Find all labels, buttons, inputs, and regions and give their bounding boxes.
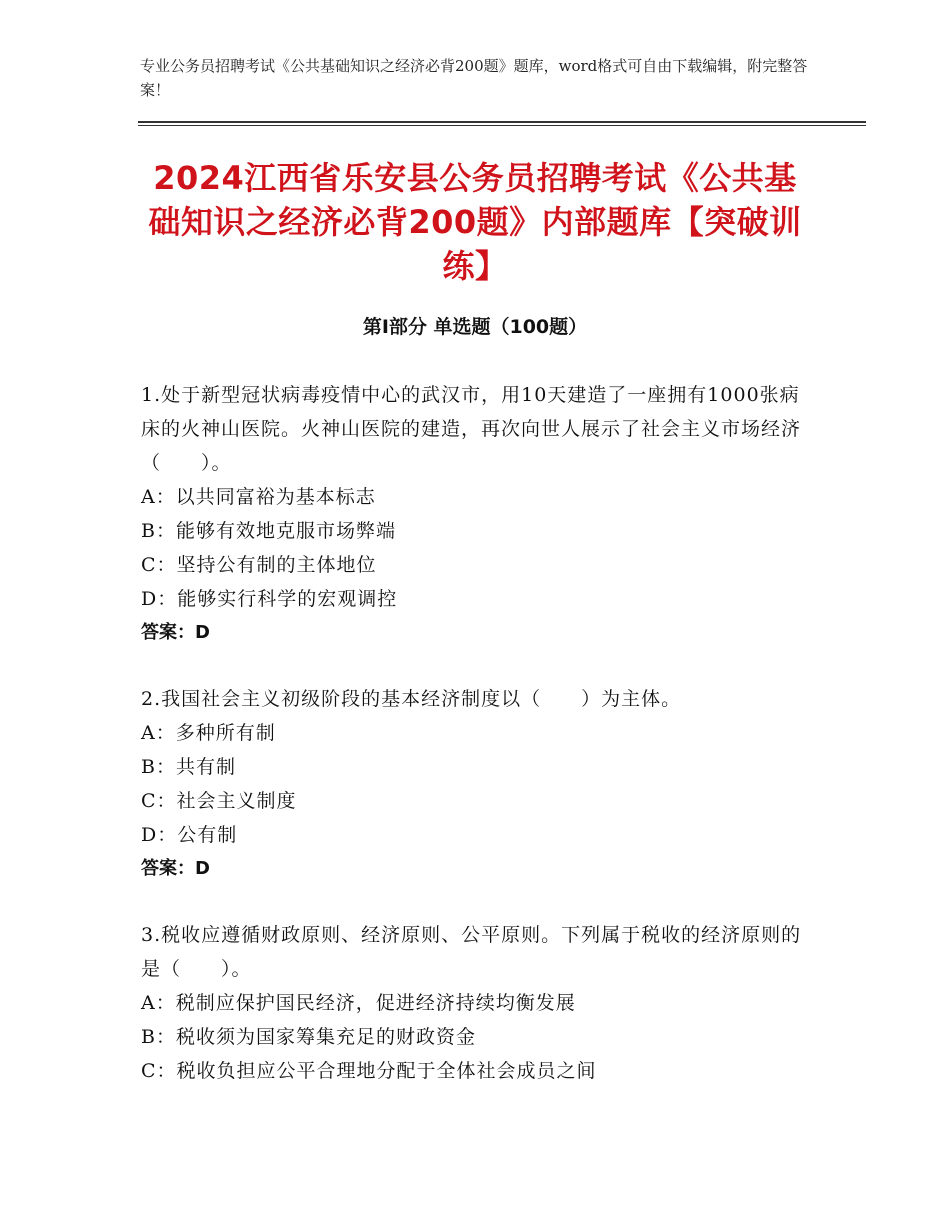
document-title: 2024江西省乐安县公务员招聘考试《公共基础知识之经济必背200题》内部题库【突破训练】 [148,159,802,285]
option-c: C：社会主义制度 [141,790,297,812]
option-d: D：能够实行科学的宏观调控 [141,588,398,610]
option-b: B：能够有效地克服市场弊端 [141,520,396,542]
question-1 [141,378,811,650]
header-rule-thin [138,125,866,126]
option-c: C：税收负担应公平合理地分配于全体社会成员之间 [141,1060,597,1082]
option-b: B：税收须为国家筹集充足的财政资金 [141,1026,476,1048]
question-stem: 3.税收应遵循财政原则、经济原则、公平原则。下列属于税收的经济原则的是（ ）。 [141,924,802,980]
header-note: 专业公务员招聘考试《公共基础知识之经济必背200题》题库，word格式可自由下载编辑，附完整答案！ [140,57,808,99]
question-2 [141,682,811,886]
answer-label: 答案：D [141,622,210,643]
header-rule-thick [138,121,866,123]
option-c: C：坚持公有制的主体地位 [141,554,377,576]
question-stem: 2.我国社会主义初级阶段的基本经济制度以（ ）为主体。 [141,688,682,710]
answer-label: 答案：D [141,858,210,879]
question-3 [141,918,811,1088]
question-list [141,378,811,1120]
option-a: A：以共同富裕为基本标志 [141,486,376,508]
option-a: A：税制应保护国民经济，促进经济持续均衡发展 [141,992,576,1014]
option-a: A：多种所有制 [141,722,276,744]
section-title: 第I部分 单选题（100题） [362,316,588,338]
option-b: B：共有制 [141,756,236,778]
question-stem: 1.处于新型冠状病毒疫情中心的武汉市，用10天建造了一座拥有1000张病床的火神山医院。火神山医院的建造，再次向世人展示了社会主义市场经济（ ）。 [141,384,802,474]
option-d: D：公有制 [141,824,238,846]
